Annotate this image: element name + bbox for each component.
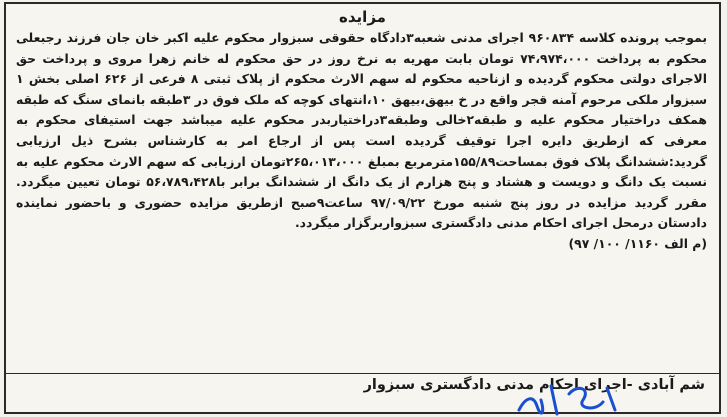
notice-body bbox=[16, 28, 707, 255]
handwritten-mark-icon bbox=[511, 380, 621, 416]
notice-paragraph: بموجب پرونده کلاسه ۹۶۰۸۳۴ اجرای مدنی شعبه۳دادگاه حقوقی سبزوار محکوم علیه اکبر خان جان فرزند رجبعلی محکوم به پرداخت ۷۴،۹۷۴،۰۰۰ تومان بابت مهریه به نرخ روز در حق محکوم له خانم زهرا مروی و پرداخت حق الاجرای دولتی محکوم گردیده و ازناحیه محکوم له سهم الارث محکوم از پلاک ثبتی ۸ فرعی از ۶۲۶ اصلی بخش ۱ سبزوار ملکی مرحوم آمنه قجر واقع در خ بیهق،بیهق ۱۰،انتهای کوچه که ملک فوق در ۳طبقه بانمای سنگ که طبقه همکف دراختیار محکوم علیه و طبقه۲خالی وطبقه۳دراختیاربدر محکوم علیه میباشد جهت استیفای محکوم به معرفی که ازطریق دایره اجرا توقیف گردیده است پس از ارجاع امر به کارشناس بشرح ذیل ارزیابی گردید:ششدانگ پلاک فوق بمساحت۱۵۵/۸۹مترمربع بمبلغ ۲۶۵،۰۱۳،۰۰۰تومان ارزیابی که سهم الارث محکوم علیه به نسبت یک دانگ و دویست و هشتاد و پنج هزارم از یک دانگ از ششدانگ برابر با۵۶،۷۸۹،۴۲۸ تومان تعیین میگردد. مقرر گردید مزایده در روز پنج شنبه مورخ ۹۷/۰۹/۲۲ ساعت۹صبح ازطریق مزایده حضوری و باحضور نماینده دادستان درمحل اجرای احکام مدنی دادگستری سبزواربرگزار میگردد. bbox=[16, 30, 708, 231]
footer-divider bbox=[6, 373, 719, 374]
auction-notice bbox=[4, 2, 721, 414]
notice-footer: شم آبادی -اجرای احکام مدنی دادگستری سبزوار bbox=[363, 377, 705, 393]
notice-title: مزایده bbox=[339, 8, 386, 26]
notice-reference: (م الف ۱۱۶۰/ ۱۰۰/ ۹۷) bbox=[568, 235, 707, 251]
